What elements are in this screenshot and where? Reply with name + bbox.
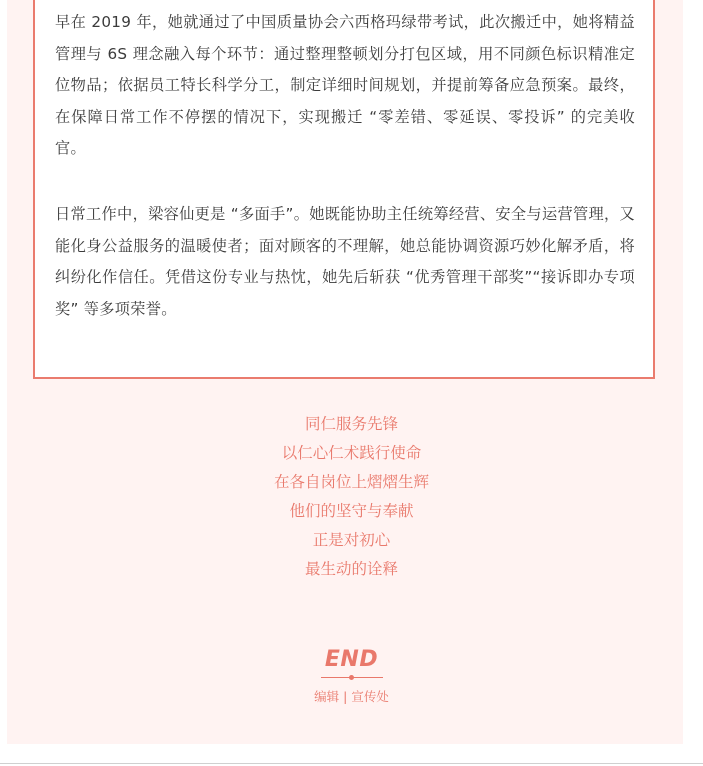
poem-line: 正是对初心 xyxy=(312,531,391,549)
bottom-divider xyxy=(0,763,703,764)
poem-line: 最生动的诠释 xyxy=(304,560,398,578)
poem-line: 在各自岗位上熠熠生辉 xyxy=(273,473,429,491)
poem-line: 同仁服务先锋 xyxy=(304,415,398,433)
end-mark: END xyxy=(324,647,379,672)
article-paragraph-1: 早在 2019 年，她就通过了中国质量协会六西格玛绿带考试，此次搬迁中，她将精益管理与 6S 理念融入每个环节：通过整理整顿划分打包区域，用不同颜色标识精准定位物品；依据员工特长科学分工，制定详细时间规划，并提前筹备应急预案。最终，在保障日常工作不停摆的情况下，实现搬迁 “零差错、零延误、零投诉” 的完美收官。 xyxy=(55,13,635,157)
closing-poem xyxy=(0,410,703,584)
end-footer xyxy=(0,645,703,706)
end-divider xyxy=(321,677,383,678)
poem-line: 他们的坚守与奉献 xyxy=(289,502,414,520)
article-paragraph-2: 日常工作中，梁容仙更是 “多面手”。她既能协助主任统筹经营、安全与运营管理，又能化身公益服务的温暖使者；面对顾客的不理解，她总能协调资源巧妙化解矛盾，将纠纷化作信任。凭借这份专业与热忱，她先后斩获 “优秀管理干部奖”“接诉即办专项奖” 等多项荣誉。 xyxy=(55,205,635,318)
editor-credit: 编辑 | 宣传处 xyxy=(314,689,389,704)
divider-dot-icon xyxy=(349,675,354,680)
poem-line: 以仁心仁术践行使命 xyxy=(281,444,422,462)
article-card xyxy=(33,0,655,379)
